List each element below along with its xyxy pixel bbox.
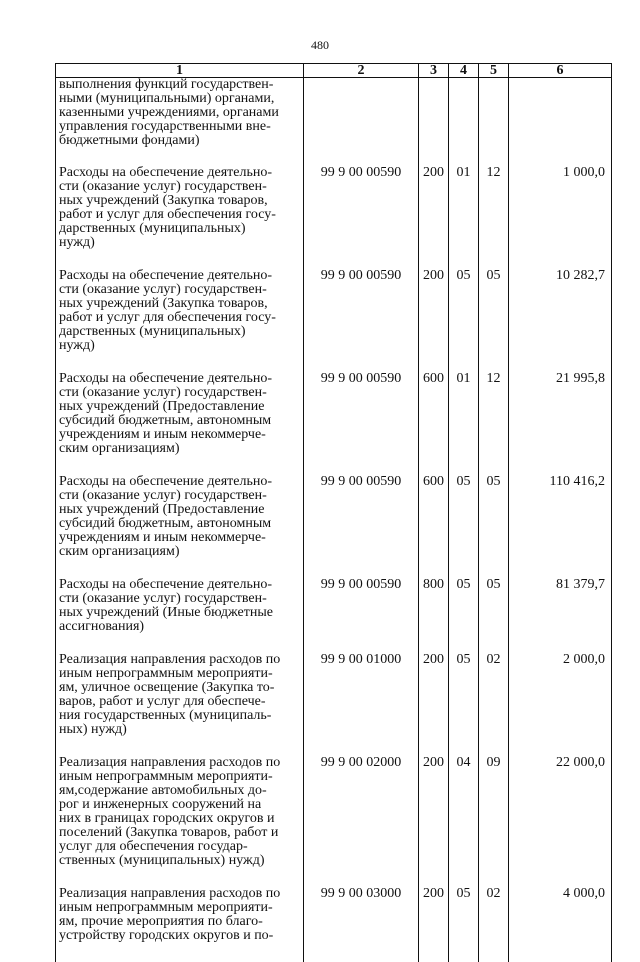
row-description xyxy=(56,475,304,578)
description-line: поселений (Закупка товаров, работ и xyxy=(59,826,300,840)
description-line: них в границах городских округов и xyxy=(59,812,300,826)
amount-value: 22 000,0 xyxy=(509,756,612,887)
description-line: иным непрограммным мероприяти- xyxy=(59,770,300,784)
expense-type-code: 200 xyxy=(419,269,449,372)
description-line: услуг для обеспечения государ- xyxy=(59,840,300,854)
description-line: учреждениям и иным некоммерче- xyxy=(59,531,300,545)
description-line: выполнения функций государствен- xyxy=(59,78,300,92)
description-line: дарственных (муниципальных) xyxy=(59,325,300,339)
continuation-description xyxy=(56,78,304,167)
description-line: ассигнования) xyxy=(59,620,300,634)
subsection-code: 12 xyxy=(479,372,509,475)
header-col-1: 1 xyxy=(56,64,304,78)
header-col-5: 5 xyxy=(479,64,509,78)
expense-type-code: 600 xyxy=(419,475,449,578)
description-line: ных учреждений (Иные бюджетные xyxy=(59,606,300,620)
subsection-code: 02 xyxy=(479,653,509,756)
header-col-2: 2 xyxy=(304,64,419,78)
description-line: субсидий бюджетным, автономным xyxy=(59,517,300,531)
description-line: управления государственными вне- xyxy=(59,120,300,134)
section-code: 05 xyxy=(449,653,479,756)
description-line: Расходы на обеспечение деятельно- xyxy=(59,475,300,489)
description-line: работ и услуг для обеспечения госу- xyxy=(59,208,300,222)
description-line: ных учреждений (Закупка товаров, xyxy=(59,194,300,208)
description-line: ям,содержание автомобильных до- xyxy=(59,784,300,798)
header-col-4: 4 xyxy=(449,64,479,78)
expense-type-code: 200 xyxy=(419,887,449,962)
description-line: ским организациям) xyxy=(59,545,300,559)
amount-value: 10 282,7 xyxy=(509,269,612,372)
target-article-code: 99 9 00 00590 xyxy=(304,372,419,475)
description-line: ных учреждений (Предоставление xyxy=(59,503,300,517)
row-description xyxy=(56,578,304,653)
section-code: 05 xyxy=(449,475,479,578)
description-line: ных) нужд) xyxy=(59,723,300,737)
page-number: 480 xyxy=(0,38,640,53)
description-line: сти (оказание услуг) государствен- xyxy=(59,489,300,503)
section-code: 05 xyxy=(449,887,479,962)
description-line: Реализация направления расходов по xyxy=(59,653,300,667)
subsection-code: 09 xyxy=(479,756,509,887)
table-row xyxy=(56,887,612,962)
section-code: 01 xyxy=(449,166,479,269)
subsection-code: 12 xyxy=(479,166,509,269)
description-line: дарственных (муниципальных) xyxy=(59,222,300,236)
table-row xyxy=(56,475,612,578)
target-article-code: 99 9 00 03000 xyxy=(304,887,419,962)
table-body xyxy=(56,78,612,962)
row-description xyxy=(56,372,304,475)
description-line: ных учреждений (Предоставление xyxy=(59,400,300,414)
target-article-code: 99 9 00 00590 xyxy=(304,578,419,653)
description-line: Реализация направления расходов по xyxy=(59,887,300,901)
target-article-code: 99 9 00 00590 xyxy=(304,166,419,269)
row-description xyxy=(56,166,304,269)
table-row-continuation xyxy=(56,78,612,167)
subsection-code: 05 xyxy=(479,578,509,653)
table-row xyxy=(56,756,612,887)
description-line: сти (оказание услуг) государствен- xyxy=(59,180,300,194)
subsection-code: 05 xyxy=(479,475,509,578)
row-description xyxy=(56,756,304,887)
description-line: рог и инженерных сооружений на xyxy=(59,798,300,812)
description-line: устройству городских округов и по- xyxy=(59,929,300,943)
description-line: бюджетными фондами) xyxy=(59,134,300,148)
description-line: Расходы на обеспечение деятельно- xyxy=(59,269,300,283)
amount-value: 1 000,0 xyxy=(509,166,612,269)
section-code: 04 xyxy=(449,756,479,887)
target-article-code: 99 9 00 00590 xyxy=(304,475,419,578)
description-line: варов, работ и услуг для обеспече- xyxy=(59,695,300,709)
expense-type-code: 200 xyxy=(419,166,449,269)
description-line: ям, прочие мероприятия по благо- xyxy=(59,915,300,929)
expense-type-code: 800 xyxy=(419,578,449,653)
section-code: 05 xyxy=(449,578,479,653)
expense-type-code: 600 xyxy=(419,372,449,475)
subsection-code: 05 xyxy=(479,269,509,372)
description-line: ским организациям) xyxy=(59,442,300,456)
row-description xyxy=(56,269,304,372)
amount-value: 2 000,0 xyxy=(509,653,612,756)
expense-type-code: 200 xyxy=(419,653,449,756)
table-row xyxy=(56,269,612,372)
description-line: ными (муниципальными) органами, xyxy=(59,92,300,106)
description-line: ния государственных (муниципаль- xyxy=(59,709,300,723)
description-line: Реализация направления расходов по xyxy=(59,756,300,770)
description-line: учреждениям и иным некоммерче- xyxy=(59,428,300,442)
section-code: 05 xyxy=(449,269,479,372)
amount-value: 81 379,7 xyxy=(509,578,612,653)
description-line: иным непрограммным мероприяти- xyxy=(59,901,300,915)
description-line: ных учреждений (Закупка товаров, xyxy=(59,297,300,311)
description-line: казенными учреждениями, органами xyxy=(59,106,300,120)
description-line: нужд) xyxy=(59,236,300,250)
subsection-code: 02 xyxy=(479,887,509,962)
description-line: Расходы на обеспечение деятельно- xyxy=(59,372,300,386)
amount-value: 110 416,2 xyxy=(509,475,612,578)
amount-value: 4 000,0 xyxy=(509,887,612,962)
description-line: нужд) xyxy=(59,339,300,353)
expense-type-code: 200 xyxy=(419,756,449,887)
table-row xyxy=(56,372,612,475)
description-line: субсидий бюджетным, автономным xyxy=(59,414,300,428)
description-line: работ и услуг для обеспечения госу- xyxy=(59,311,300,325)
row-description xyxy=(56,887,304,962)
table-row xyxy=(56,653,612,756)
table-row xyxy=(56,578,612,653)
header-row xyxy=(56,64,612,78)
header-col-3: 3 xyxy=(419,64,449,78)
description-line: сти (оказание услуг) государствен- xyxy=(59,592,300,606)
table-row xyxy=(56,166,612,269)
budget-table xyxy=(55,63,612,962)
description-line: сти (оказание услуг) государствен- xyxy=(59,283,300,297)
target-article-code: 99 9 00 02000 xyxy=(304,756,419,887)
description-line: Расходы на обеспечение деятельно- xyxy=(59,578,300,592)
description-line: ственных (муниципальных) нужд) xyxy=(59,854,300,868)
section-code: 01 xyxy=(449,372,479,475)
description-line: иным непрограммным мероприяти- xyxy=(59,667,300,681)
target-article-code: 99 9 00 01000 xyxy=(304,653,419,756)
description-line: ям, уличное освещение (Закупка то- xyxy=(59,681,300,695)
amount-value: 21 995,8 xyxy=(509,372,612,475)
header-col-6: 6 xyxy=(509,64,612,78)
target-article-code: 99 9 00 00590 xyxy=(304,269,419,372)
description-line: сти (оказание услуг) государствен- xyxy=(59,386,300,400)
row-description xyxy=(56,653,304,756)
description-line: Расходы на обеспечение деятельно- xyxy=(59,166,300,180)
